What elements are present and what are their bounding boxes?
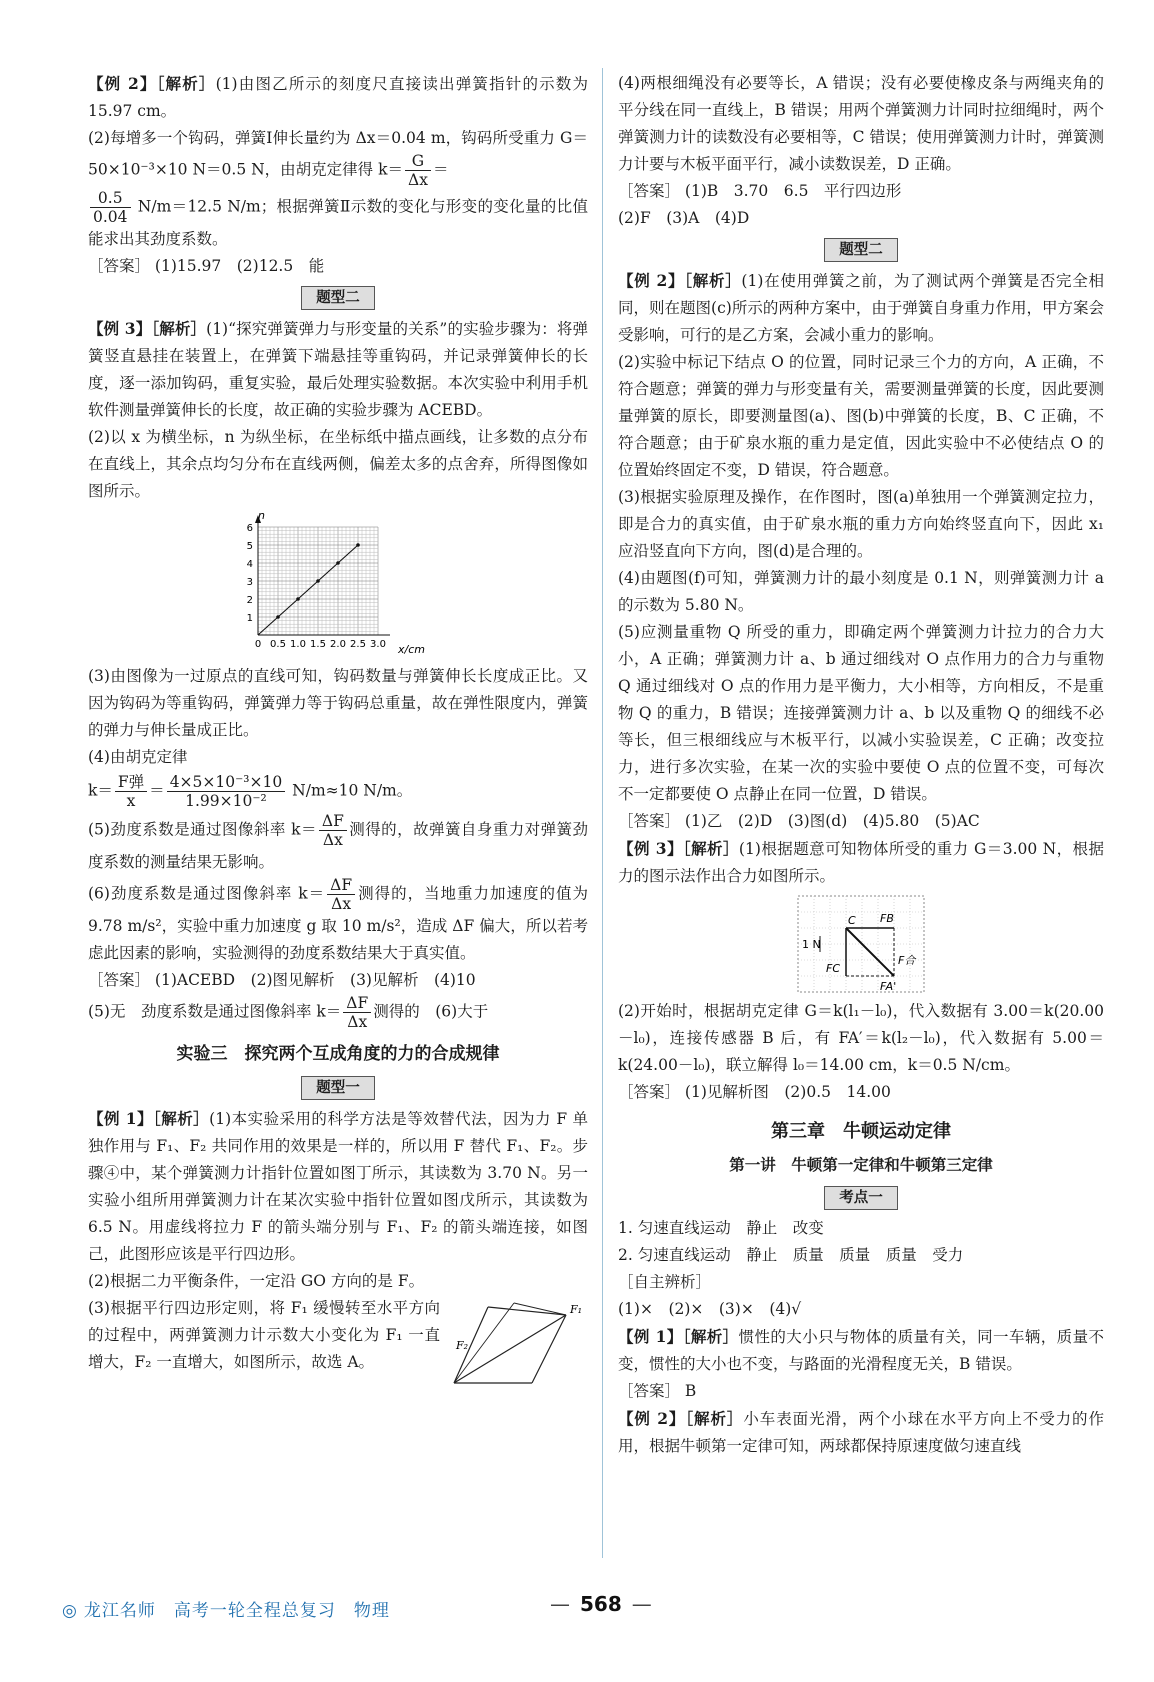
example-tag: 【例 1】［解析］ [618,1327,739,1346]
fraction: $\frac{\text{4×5×10⁻³×10}}{\text{1.99×10⁻²}}$ [167,773,286,810]
answer-top-1: ［答案］ (1)B 3.70 6.5 平行四边形 [618,182,902,200]
knowledge-1: 1. 匀速直线运动 静止 改变 [618,1219,824,1237]
resultant-vector [488,1307,566,1315]
y-tick-label: 1 [246,613,253,624]
data-point [276,615,280,619]
r-example-1b-answer: ［答案］ B [618,1382,697,1400]
example-3-p6: (6)劲度系数是通过图像斜率 k＝ $\frac{\Delta F}{\Delta x}$ 测得的，当地重力加速度的值为 9.78 m/s²，实验中重力加速度 g 取 10 m/s²，造成 ΔF 偏大，所以若考虑此因素的影响，实验测得的劲度系数结果大于真实值。 [88,876,588,962]
x-tick-label: 2.5 [350,639,366,650]
example-3-p3: (3)由图像为一过原点的直线可知，钩码数量与弹簧伸长长度成正比。又因为钩码为等重钩码，弹簧弹力等于钩码总重量，故在弹性限度内，弹簧的弹力与伸长量成正比。 [88,667,588,739]
data-point [316,579,320,583]
x-tick-label: 0 [254,639,262,650]
r-example-2b-p1: 【例 2】［解析］小车表面光滑，两个小球在水平方向上不受力的作用，根据牛顿第一定律可知，两球都保持原速度做匀速直线 [618,1409,1104,1455]
example-tag: 【例 2】［解析］ [88,74,216,93]
judge-answers: (1)× (2)× (3)× (4)√ [618,1300,802,1318]
experiment-3-title: 实验三 探究两个互成角度的力的合成规律 [176,1044,500,1064]
data-point [296,597,300,601]
section-badge: 考点一 [824,1186,898,1210]
y-tick-label: 5 [246,541,253,552]
answer-top-2: (2)F (3)A (4)D [618,209,750,227]
force-diagram [796,894,926,994]
rotated-f1-vector [514,1303,566,1315]
f2-label: F₂ [456,1339,469,1352]
example-2-p1: 【例 2】［解析］(1)由图乙所示的刻度尺直接读出弹簧指针的示数为 15.97 cm。 [88,74,588,120]
example-3-p5: (5)劲度系数是通过图像斜率 k＝ $\frac{\Delta F}{\Delta x}$ 测得的，故弹簧自身重力对弹簧劲度系数的测量结果无影响。 [88,812,588,871]
hooke-formula: k＝ $\frac{\text{F弹}}{x}$ ＝ $\frac{\text{4×5×10⁻³×10}}{\text{1.99×10⁻²}}$ N/m≈10 N/m。 [88,773,413,810]
x-tick-label: 2.0 [330,639,346,650]
r-example-2-answer: ［答案］ (1)乙 (2)D (3)图(d) (4)5.80 (5)AC [618,812,980,830]
fit-line [258,545,358,635]
r-example-2-p4: (4)由题图(f)可知，弹簧测力计的最小刻度是 0.1 N，则弹簧测力计 a 的示数为 5.80 N。 [618,569,1104,614]
r-example-3-p2: (2)开始时，根据胡克定律 G＝k(l₁－l₀)，代入数据有 3.00＝k(20.00－l₀)，连接传感器 B 后，有 FA′＝k(l₂－l₀)，代入数据有 5.00＝k(24.00－l₀)，联立解得 l₀＝14.00 cm，k＝0.5 N/cm。 [618,1002,1104,1074]
brand-logo-icon: ◎ [62,1601,78,1621]
r-example-2-p2: (2)实验中标记下结点 O 的位置，同时记录三个力的方向，A 正确，不符合题意；弹簧的弹力与形变量有关，需要测量弹簧的长度，因此要测量弹簧的原长，即要测量图(a)、图(b)中弹簧的长度，B、C 正确，不符合题意；由于矿泉水瓶的重力是定值，因此实验中不必使结点 O 的位置始终固定不变，D 错误，符合题意。 [618,353,1104,479]
r-example-3-p1: 【例 3】［解析］(1)根据题意可知物体所受的重力 G＝3.00 N，根据力的图示法作出合力如图所示。 [618,839,1104,885]
c-label: C [848,914,856,927]
chapter-title: 第三章 牛顿运动定律 [771,1121,951,1142]
y-tick-label: 6 [246,523,253,534]
fc-label: FC [826,962,841,975]
data-point [356,543,360,547]
fraction: $\frac{\text{F弹}}{x}$ [115,773,147,810]
fraction: $\frac{\Delta F}{\Delta x}$ [327,876,355,913]
fa-label: FA' [880,980,897,993]
example-tag: 【例 2】［解析］ [618,1409,744,1428]
right-column [618,70,1104,1460]
example-tag: 【例 1】［解析］ [88,1109,210,1128]
right-p-top: (4)两根细绳没有必要等长，A 错误；没有必要使橡皮条与两绳夹角的平分线在同一直线上，B 错误；用两个弹簧测力计同时拉细绳时，两个弹簧测力计的读数没有必要相等，C 错误；使用弹簧测力计时，弹簧测力计要与木板平面平行，减小读数误差，D 正确。 [618,74,1104,173]
y-tick-label: 4 [246,559,253,570]
example-3-p4: (4)由胡克定律 [88,748,188,766]
r-example-3-answer: ［答案］ (1)见解析图 (2)0.5 14.00 [618,1083,891,1101]
y-axis-label: n [258,509,265,522]
n-x-chart [188,509,488,659]
column-divider [602,68,603,1558]
example-3-answer-2: (5)无 劲度系数是通过图像斜率 k＝ $\frac{\Delta F}{\Delta x}$ 测得的 (6)大于 [88,994,489,1031]
example-1-p1: 【例 1】［解析］(1)本实验采用的科学方法是等效替代法，因为力 F 单独作用与 F₁、F₂ 共同作用的效果是一样的，所以用 F 替代 F₁、F₂。步骤④中，某个弹簧测力计指针位置如图丁所示，其读数为 3.70 N。另一实验小组所用弹簧测力计在某次实验中指针位置如图戊所示，其读数为 6.5 N。用虚线将拉力 F 的箭头端分别与 F₁、F₂ 的箭头端连接，如图己，此图形应该是平行四边形。 [88,1109,588,1263]
section-badge: 题型二 [301,286,375,310]
f1-label: F₁ [570,1303,583,1316]
left-column [88,70,588,1387]
example-3-answer-1: ［答案］ (1)ACEBD (2)图见解析 (3)见解析 (4)10 [88,971,476,989]
example-1-p3: (3)根据平行四边形定则，将 F₁ 缓慢转至水平方向的过程中，两弹簧测力计示数大小变化为 F₁ 一直增大，F₂ 一直增大，如图所示，故选 A。 [88,1299,440,1371]
y-tick-label: 3 [246,577,253,588]
example-tag: 【例 2】［解析］ [618,271,742,290]
self-check-label: ［自主辨析］ [618,1273,712,1291]
knowledge-2: 2. 匀速直线运动 静止 质量 质量 质量 受力 [618,1246,964,1264]
fraction: $\frac{G}{\Delta x}$ [405,152,431,189]
x-tick-label: 3.0 [370,639,386,650]
example-3-p1: 【例 3】［解析］(1)“探究弹簧弹力与形变量的关系”的实验步骤为：将弹簧竖直悬挂在装置上，在弹簧下端悬挂等重钩码，并记录弹簧伸长的长度，逐一添加钩码，重复实验，最后处理实验数据。本次实验中利用手机软件测量弹簧伸长的长度，故正确的实验步骤为 ACEBD。 [88,319,589,419]
chart-series [258,543,360,635]
x-tick-label: 0.5 [270,639,286,650]
r-example-2-p5: (5)应测量重物 Q 所受的重力，即确定两个弹簧测力计拉力的合力大小，A 正确；弹簧测力计 a、b 通过细线对 O 点作用力的合力与重物 Q 通过细线对 O 点的作用力是平衡力，大小相等，方向相反，不是重物 Q 的重力，B 错误；连接弹簧测力计 a、b 以及重物 Q 的细线不必等长，但三根细线应与木板平行，以减小实验误差，C 正确；改变拉力，进行多次实验，在某一次的实验中要使 O 点的位置不变，可每次不一定都要使 O 点静止在同一位置，D 错误。 [618,623,1104,803]
lecture-title: 第一讲 牛顿第一定律和牛顿第三定律 [729,1155,993,1174]
r-example-2-p1: 【例 2】［解析］(1)在使用弹簧之前，为了测试两个弹簧是否完全相同，则在题图(c)所示的两种方案中，由于弹簧自身重力作用，甲方案会受影响，可行的是乙方案，会减小重力的影响。 [618,271,1104,344]
fhe-label: F合 [898,954,916,967]
data-point [336,561,340,565]
x-tick-label: 1.0 [290,639,306,650]
r-example-2-p3: (3)根据实验原理及操作，在作图时，图(a)单独用一个弹簧测定拉力，即是合力的真实值，由于矿泉水瓶的重力方向始终竖直向下，因此 x₁ 应沿竖直向下方向，图(d)是合理的。 [618,488,1104,560]
example-2-p3: $\frac{0.5}{0.04}$ N/m＝12.5 N/m；根据弹簧Ⅱ示数的变化与形变的变化量的比值能求出其劲度系数。 [88,189,588,248]
fraction: $\frac{\Delta F}{\Delta x}$ [343,994,371,1031]
fraction: $\frac{\Delta F}{\Delta x}$ [319,812,347,849]
x-tick-label: 1.5 [310,639,326,650]
example-3-p2: (2)以 x 为横坐标，n 为纵坐标，在坐标纸中描点画线，让多数的点分布在直线上，其余点均匀分布在直线两侧，偏差太多的点舍弃，所得图像如图所示。 [88,428,588,500]
resultant-vector [846,928,894,976]
page-footer [62,1592,1092,1626]
parallelogram-diagram [448,1299,588,1387]
page-number: — 568 — [550,1592,652,1616]
y-tick-label: 2 [246,595,253,606]
r-example-1b-p1: 【例 1】［解析］惯性的大小只与物体的质量有关，同一车辆，质量不变，惯性的大小也不变，与路面的光滑程度无关，B 错误。 [618,1327,1104,1373]
footer-brand: ◎ 龙江名师 高考一轮全程总复习 物理 [62,1601,390,1621]
fb-label: FB [880,912,894,925]
scale-label: 1 N [802,938,821,951]
example-2-p2: (2)每增多一个钩码，弹簧Ⅰ伸长量约为 Δx＝0.04 m，钩码所受重力 G＝50×10⁻³×10 N＝0.5 N，由胡克定律得 k＝ $\frac{G}{\Delta x}$ ＝ [88,129,588,189]
chart-ticks [247,523,386,650]
example-2-answer: ［答案］ (1)15.97 (2)12.5 能 [88,257,325,275]
fraction: $\frac{0.5}{0.04}$ [90,189,131,226]
section-badge: 题型二 [824,238,898,262]
example-tag: 【例 3】［解析］ [618,839,739,858]
example-tag: 【例 3】［解析］ [88,319,207,338]
example-1-p2: (2)根据二力平衡条件，一定沿 GO 方向的是 F。 [88,1272,425,1290]
section-badge: 题型一 [301,1076,375,1100]
x-axis-label: x/cm [398,643,425,656]
